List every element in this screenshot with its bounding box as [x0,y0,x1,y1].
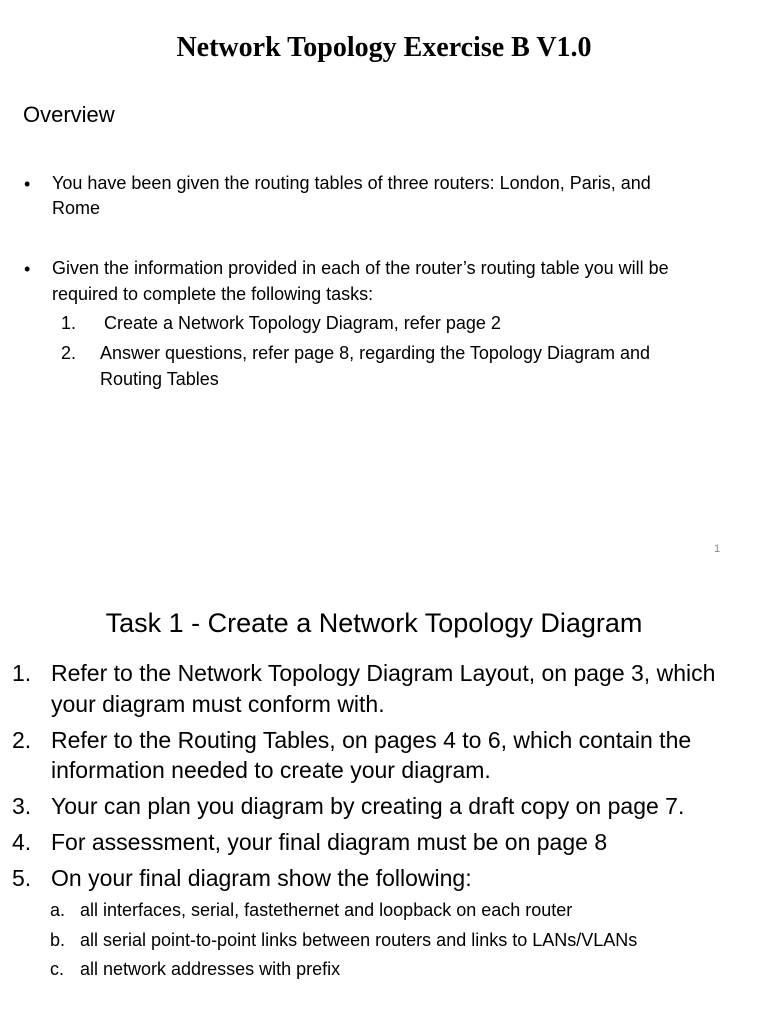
item-text-line1: Refer to the Network Topology Diagram Layout, on page 3, which [51,660,716,686]
bullet-marker: • [24,259,31,279]
task-title: Task 1 - Create a Network Topology Diagram [105,608,643,638]
subitem-letter: a. [50,900,66,920]
item-number: 3. [12,793,32,819]
subitem-letter: b. [50,930,66,950]
task-number: 1. [61,313,77,333]
item-text: On your final diagram show the following: [51,865,472,891]
item-text-line2: your diagram must conform with. [51,691,385,717]
subitem-text: all interfaces, serial, fastethernet and loopback on each router [80,900,573,920]
task-number: 2. [61,343,77,363]
item-text-line1: Refer to the Routing Tables, on pages 4 to 6, which contain the [51,727,692,753]
task-text: Create a Network Topology Diagram, refer page 2 [104,313,501,333]
item-text-line2: information needed to create your diagram. [51,757,491,783]
bullet-marker: • [24,174,31,194]
task-text-line1: Answer questions, refer page 8, regarding the Topology Diagram and [100,343,651,363]
bullet-routing-tables-line2: Rome [52,198,101,218]
item-number: 2. [12,727,32,753]
item-number: 5. [12,865,32,891]
subitem-text: all network addresses with prefix [80,959,341,979]
task-text-line2: Routing Tables [100,369,219,389]
item-number: 1. [12,660,32,686]
overview-heading: Overview [23,102,115,127]
item-text: Your can plan you diagram by creating a draft copy on page 7. [51,793,685,819]
page-number: 1 [714,543,721,555]
item-number: 4. [12,829,32,855]
bullet-tasks-line2: required to complete the following tasks: [52,284,374,304]
bullet-tasks-line1: Given the information provided in each of the router’s routing table you will be [52,258,669,278]
bullet-routing-tables-line1: You have been given the routing tables of three routers: London, Paris, and [52,173,651,193]
subitem-text: all serial point-to-point links between routers and links to LANs/VLANs [80,930,638,950]
subitem-letter: c. [50,959,65,979]
item-text: For assessment, your final diagram must be on page 8 [51,829,608,855]
page-title: Network Topology Exercise B V1.0 [176,32,592,63]
